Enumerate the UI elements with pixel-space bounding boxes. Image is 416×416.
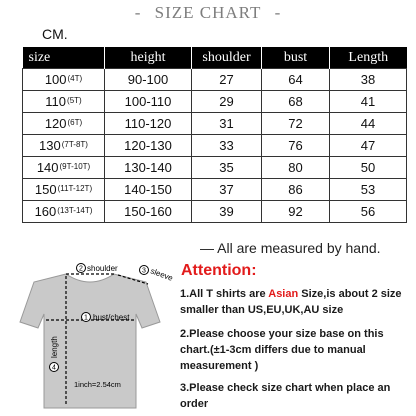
size-cell: $160^{(13T-14T)}$ [23,201,105,223]
length-label: length [50,336,59,358]
shoulder-cell: 35 [192,157,262,179]
bust-cell: 64 [262,69,330,91]
age-tag: (4T) [67,74,83,83]
shoulder-cell: 27 [192,69,262,91]
age-tag: (13T-14T) [57,206,93,215]
table-row [23,69,407,91]
measured-by-hand-note: — All are measured by hand. [200,240,381,256]
sleeve-label: sleeve [149,266,175,283]
bust-cell: 68 [262,91,330,113]
height-cell: 130-140 [105,157,192,179]
marker-1-text: 1 [84,314,88,322]
table-row [23,201,407,223]
shoulder-label: shoulder [87,264,118,273]
length-cell: 56 [330,201,407,223]
bust-cell: 72 [262,113,330,135]
table-row [23,91,407,113]
col-header-shoulder: shoulder [192,47,262,69]
size-chart-title: - SIZE CHART - [134,3,282,22]
shoulder-cell: 39 [192,201,262,223]
shoulder-cell: 37 [192,179,262,201]
shoulder-cell: 31 [192,113,262,135]
table-row [23,135,407,157]
height-cell: 100-110 [105,91,192,113]
height-cell: 150-160 [105,201,192,223]
size-cell: $150^{(11T-12T)}$ [23,179,105,201]
size-cell: $100^{(4T)}$ [23,69,105,91]
bust-label: bust/chest [93,313,130,322]
col-header-length: Length [330,47,407,69]
shoulder-cell: 33 [192,135,262,157]
size-cell: $120^{(6T)}$ [23,113,105,135]
height-cell: 110-120 [105,113,192,135]
table-row [23,157,407,179]
height-cell: 120-130 [105,135,192,157]
col-header-size: size [23,47,105,69]
length-cell: 50 [330,157,407,179]
unit-label: CM. [42,26,68,42]
size-cell: $140^{(9T-10T)}$ [23,157,105,179]
age-tag: (9T-10T) [59,162,91,171]
col-header-bust: bust [262,47,330,69]
age-tag: (6T) [67,118,83,127]
age-tag: (11T-12T) [57,184,93,193]
bust-cell: 80 [262,157,330,179]
size-table [22,47,407,223]
table-row [23,179,407,201]
length-cell: 41 [330,91,407,113]
asian-highlight: Asian [268,288,299,300]
attention-heading: Attention: [181,262,257,279]
inch-conversion-label: 1inch=2.54cm [74,380,121,389]
attention-item-1: 1.All T shirts are Asian Size,is about 2 size smaller than US,EU,UK,AU size [180,288,402,316]
attention-item-2: 2.Please choose your size base on this chart.(±1-3cm differs due to manual measurement ) [180,328,384,372]
size-cell: $110^{(5T)}$ [23,91,105,113]
height-cell: 90-100 [105,69,192,91]
shoulder-cell: 29 [192,91,262,113]
height-cell: 140-150 [105,179,192,201]
marker-3-text: 3 [142,267,146,275]
tshirt-measurement-diagram [14,262,175,410]
marker-2-text: 2 [79,265,83,273]
attention-item-3: 3.Please check size chart when place an order [180,382,391,410]
length-cell: 47 [330,135,407,157]
age-tag: (5T) [67,96,82,105]
table-header-row [23,47,407,69]
length-cell: 38 [330,69,407,91]
table-row [23,113,407,135]
bust-cell: 86 [262,179,330,201]
size-cell: $130^{(7T-8T)}$ [23,135,105,157]
bust-cell: 76 [262,135,330,157]
marker-4-text: 4 [52,364,56,372]
length-cell: 53 [330,179,407,201]
age-tag: (7T-8T) [61,140,88,149]
bust-cell: 92 [262,201,330,223]
col-header-height: height [105,47,192,69]
title-text: SIZE CHART [154,3,262,22]
length-cell: 44 [330,113,407,135]
